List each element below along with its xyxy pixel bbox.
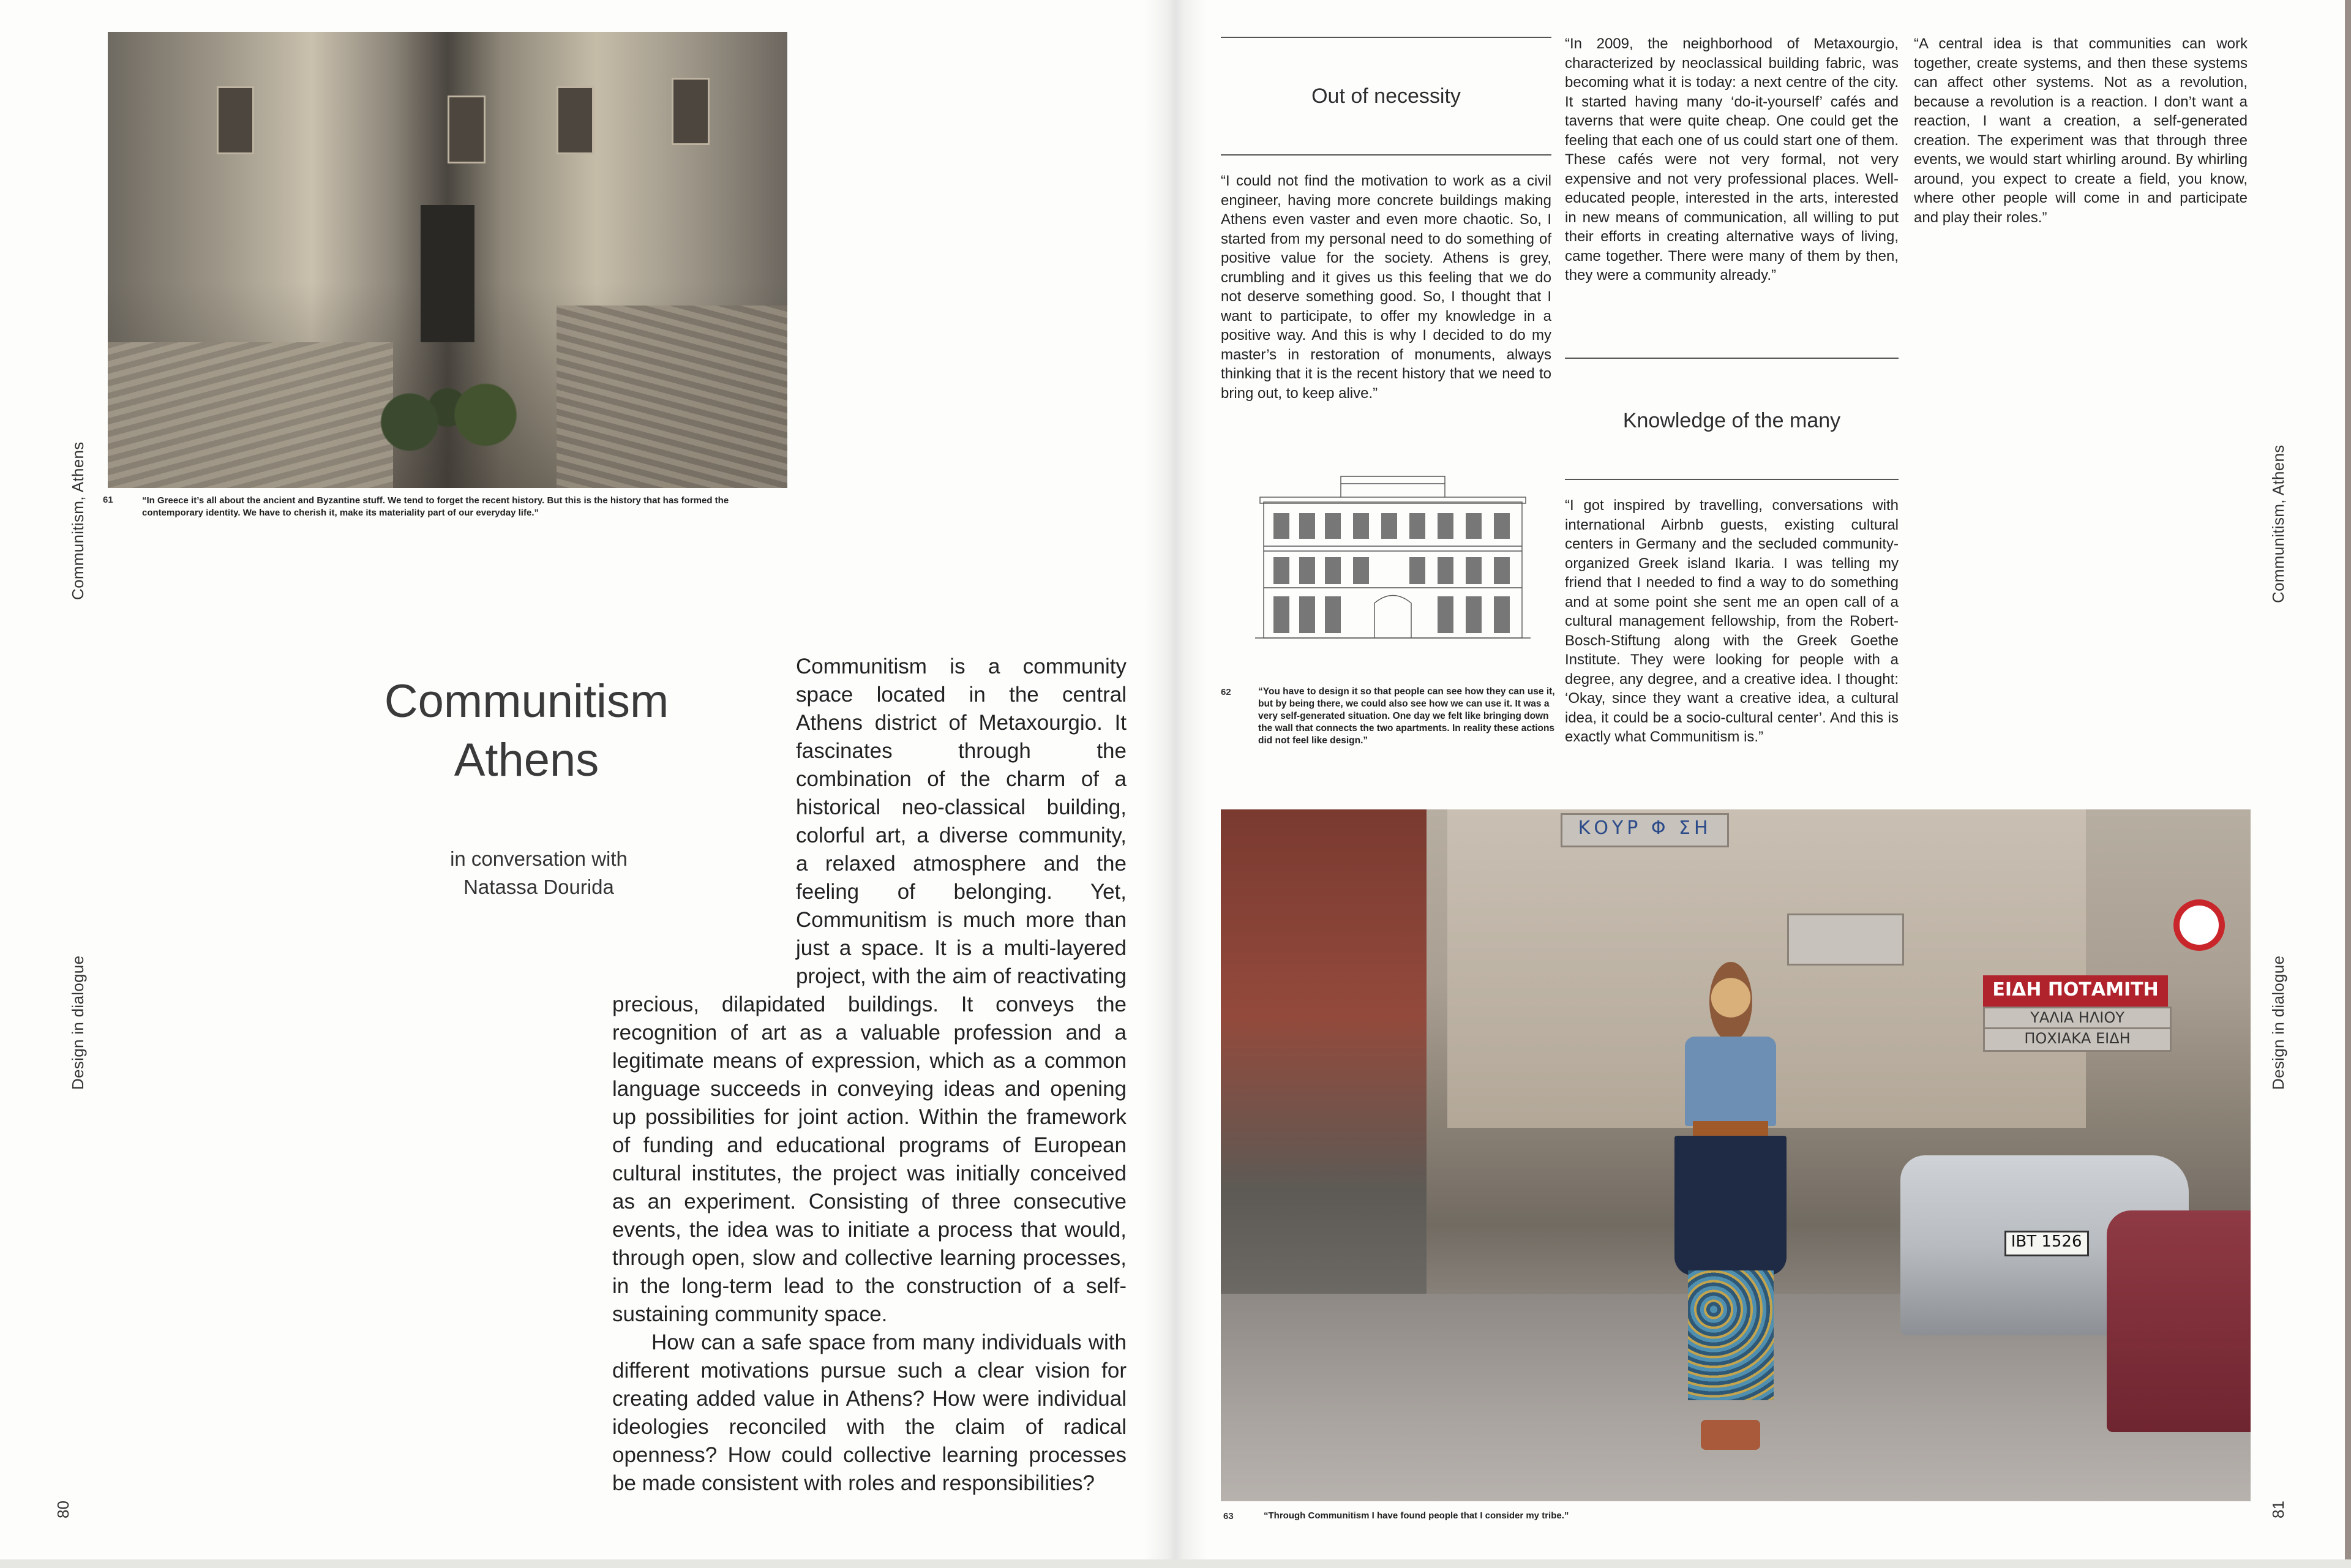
article-title-line1: Communitism: [384, 675, 669, 727]
photo-doorway: [421, 205, 475, 342]
figure-63-caption: “Through Communitism I have found people that I consider my tribe.”: [1264, 1510, 1569, 1521]
section-rule: [1221, 154, 1551, 156]
photo-shop-sign-3: ΠΟΧΙΑΚΑ ΕΙΔΗ: [1983, 1027, 2172, 1052]
section-rule: [1565, 479, 1899, 480]
intro-paragraph-2: How can a safe space from many individuals with different motivations pursue such a clear vision for creating added value in Athens? How were individual ideologies reconciled with the claim of radical openness? How could collective learning processes be made consistent with roles and responsibilities?: [612, 1330, 1127, 1495]
building-elevation-drawing: [1249, 465, 1537, 644]
page-edge: [2345, 0, 2351, 1568]
photo-roof: [557, 306, 787, 488]
photo-plants: [353, 378, 543, 451]
photo-shop-sign-2: ΥΑΛΙΑ ΗΛΙΟΥ: [1983, 1007, 2172, 1031]
quote-necessity: “I could not find the motivation to work as a civil engineer, having more concrete buildings making Athens even vaster and even more chaotic. So, I started from my personal need to do something of positive value for the society. Athens is grey, crumbling and it gives us this feeling that we do not deserve something good. So, I thought that I want to participate, to offer my knowledge in a positive way. And this is why I decided to do my master’s in restoration of monuments, always thinking that it is the recent history that we need to bring out, to keep alive.”: [1221, 173, 1551, 402]
heading-knowledge-of-the-many: Knowledge of the many: [1622, 409, 1841, 432]
figure-62-number: 62: [1221, 687, 1231, 697]
photo-license-plate: ΙΒΤ 1526: [2004, 1231, 2089, 1256]
street-photo: [1221, 809, 2251, 1501]
quote-2009: “In 2009, the neighborhood of Metaxourgio, characterized by neoclassical building fabric, was becoming what it is today: a next centre of the city. It started having many ‘do-it-yourself’ cafés and taverns that were quite cheap. One could get the feeling that each one of us could start one of them. These cafés were not very formal, not very expensive and not very professional places. Well-educated people, interested in the arts, interested in new means of communication, all willing to put their efforts in creating alternative ways of living, came together. There were many of them by then, they were a community already.”: [1565, 36, 1899, 283]
running-head-left-bottom: Design in dialogue: [69, 955, 87, 1090]
photo-person-head: [1709, 962, 1752, 1041]
heading-out-of-necessity: Out of necessity: [1311, 84, 1461, 108]
photo-red-sign: ΕΙΔΗ ΠΟΤΑΜΙΤΗ: [1983, 975, 2169, 1007]
intro-text: [612, 653, 1127, 1534]
subtitle-line1: in conversation with: [450, 847, 628, 870]
article-title-line2: Athens: [454, 734, 599, 786]
photo-sign-top: ΚΟΥΡ Φ ΣΗ: [1561, 813, 1729, 848]
page-bottom-edge: [0, 1559, 2351, 1568]
spine-gutter: [1145, 0, 1206, 1568]
photo-person-top: [1685, 1037, 1776, 1126]
figure-61-number: 61: [103, 495, 113, 505]
intro-paragraph-1: Communitism is a community space located in the central Athens district of Metaxourgio. It fascinates through the combination of the charm of a historical neo-classical building, colorful art, a diverse community, a relaxed atmosphere and the feeling of belonging. Yet, Communitism is much more than just a space. It is a multi-layered project, with the aim of reactivating precious, dilapidated buildings. It conveys the recognition of art as a valuable profession and a legitimate means of expression, which as a common language succeeds in conveying ideas and opening up possibilities for joint action. Within the framework of funding and educational programs of European cultural institutes, the project was initially conceived as an experiment. Consisting of three consecutive events, the idea was to initiate a process that would, through open, slow and collective learning processes, in the long-term lead to the construction of a self-sustaining community space.: [612, 655, 1127, 1326]
running-head-left-top: Communitism, Athens: [69, 441, 87, 600]
page-number-right: 81: [2269, 1501, 2287, 1518]
photo-window: [672, 78, 710, 145]
section-rule: [1221, 37, 1551, 38]
photo-window: [557, 86, 594, 154]
intro-float-spacer: [612, 653, 796, 985]
photo-roof: [108, 342, 393, 488]
photo-person: [1663, 962, 1798, 1460]
photo-window: [217, 86, 255, 154]
photo-person-shoes: [1701, 1420, 1760, 1450]
photo-person-belt: [1693, 1121, 1768, 1136]
running-head-right-top: Communitism, Athens: [2269, 445, 2287, 603]
photo-road-sign-icon: [2173, 899, 2225, 951]
figure-63-number: 63: [1223, 1511, 1234, 1521]
page-number-left: 80: [54, 1501, 72, 1518]
courtyard-photo: [108, 32, 787, 488]
photo-red-car: [2107, 1210, 2251, 1432]
section-rule: [1565, 358, 1899, 359]
figure-62-caption: “You have to design it so that people can see how they can use it, but by being there, we could also see how we can use it. It was a very self-generated situation. One day we felt like bringing down the wall that connects the two apartments. In reality these actions did not feel like design.”: [1258, 686, 1555, 746]
running-head-right-bottom: Design in dialogue: [2269, 955, 2287, 1090]
quote-knowledge: “I got inspired by travelling, conversations with international Airbnb guests, existing cultural centers in Germany and the secluded community-organized Greek island Ikaria. I was telling my friend that I needed to find a way to do something and at some point she sent me an open call of a cultural management fellowship, from the Robert-Bosch-Stiftung along with the Greek Goethe Institute. They were looking for people with a degree, any degree, and a creative idea. I thought: ‘Okay, since they want a creative idea, a cultural idea, it could be a socio-cultural center’. And this is exactly what Communitism is.”: [1565, 497, 1899, 745]
figure-61-caption: “In Greece it’s all about the ancient and Byzantine stuff. We tend to forget the recent history. But this is the history that has formed the contemporary identity. We have to cherish it, make its materiality part of our everyday life.”: [142, 495, 729, 518]
photo-shop-sign: [1787, 913, 1904, 966]
photo-person-skirt: [1688, 1270, 1774, 1400]
quote-central-idea: “A central idea is that communities can work together, create systems, and then these systems can affect other systems. Not as a revolution, because a revolution is a reaction. I don’t want a reaction, I want a creation, a self-generated creation. The experiment was that through three events, we would start whirling around. By whirling around, you expect to create a field, you know, where other people will come in and participate and play their roles.”: [1914, 36, 2248, 226]
photo-window: [448, 96, 486, 163]
subtitle-line2: Natassa Dourida: [463, 876, 614, 898]
photo-person-dress: [1674, 1136, 1787, 1275]
